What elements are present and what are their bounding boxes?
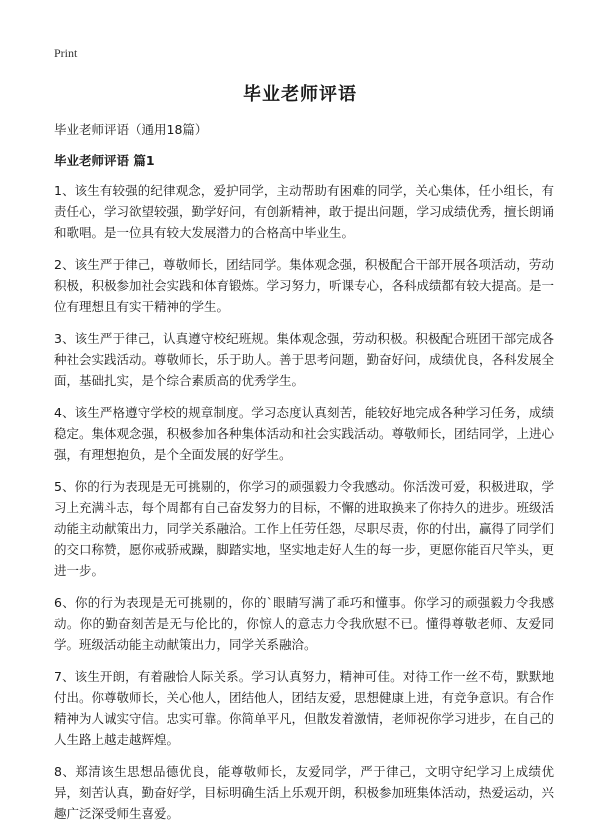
paragraph-7: 7、该生开朗，有着融恰人际关系。学习认真努力，精神可佳。对待工作一丝不苟，默默地付出。你尊敬师长，关心他人，团结他人，团结友爱，思想健康上进，有竞争意识。有合作精神为人诚实守信。忠实可靠。你简单平凡，但散发着激情，老师祝你学习进步，在自己的人生路上越走越辉煌。 [54,669,555,747]
paragraph-list [54,180,554,835]
paragraph-3: 3、该生严于律己，认真遵守校纪班规。集体观念强，劳动积极。积极配合班团干部完成各种社会实践活动。尊敬师长，乐于助人。善于思考问题，勤奋好问，成绩优良，各科发展全面，基础扎实，是个综合素质高的优秀学生。 [54,331,555,388]
document-title: 毕业老师评语 [243,84,357,105]
print-label: Print [54,46,78,60]
paragraph-2: 2、该生严于律己，尊敬师长，团结同学。集体观念强，积极配合干部开展各项活动，劳动积极，积极参加社会实践和体育锻炼。学习努力，听课专心，各科成绩都有较大提高。是一位有理想且有实干精神的学生。 [54,257,555,314]
paragraph-8: 8、郑清该生思想品德优良，能尊敬师长，友爱同学，严于律己，文明守纪学习上成绩优异，刻苦认真，勤奋好学，目标明确生活上乐观开朗，积极参加班集体活动，热爱运动，兴趣广泛深受师生喜爱。 [54,764,555,821]
paragraph-4: 4、该生严格遵守学校的规章制度。学习态度认真刻苦，能较好地完成各种学习任务，成绩稳定。集体观念强，积极参加各种集体活动和社会实践活动。尊敬师长，团结同学，上进心强，有理想抱负，是个全面发展的好学生。 [54,405,555,462]
document-subtitle: 毕业老师评语（通用18篇） [54,122,208,137]
paragraph-6: 6、你的行为表现是无可挑剔的，你的`眼睛写满了乖巧和懂事。你学习的顽强毅力令我感动。你的勤奋刻苦是无与伦比的，你惊人的意志力令我欣慰不已。懂得尊敬老师、友爱同学。班级活动能主动献策出力，同学关系融洽。 [54,595,554,652]
paragraph-1: 1、该生有较强的纪律观念，爱护同学，主动帮助有困难的同学，关心集体，任小组长，有责任心，学习欲望较强，勤学好问，有创新精神，敢于提出问题，学习成绩优秀，擅长朗诵和歌唱。是一位具有较大发展潜力的合格高中毕业生。 [54,183,555,240]
section-heading: 毕业老师评语 篇1 [54,153,155,168]
paragraph-5: 5、你的行为表现是无可挑剔的，你学习的顽强毅力令我感动。你活泼可爱，积极进取，学习上充满斗志，每个周都有自己奋发努力的目标，不懈的进取换来了你持久的进步。班级活动能主动献策出力，同学关系融洽。工作上任劳任怨，尽职尽责，你的付出，赢得了同学们的交口称赞，愿你戒骄戒躁，脚踏实地，坚实地走好人生的每一步，更愿你能百尺竿头，更进一步。 [54,479,555,578]
